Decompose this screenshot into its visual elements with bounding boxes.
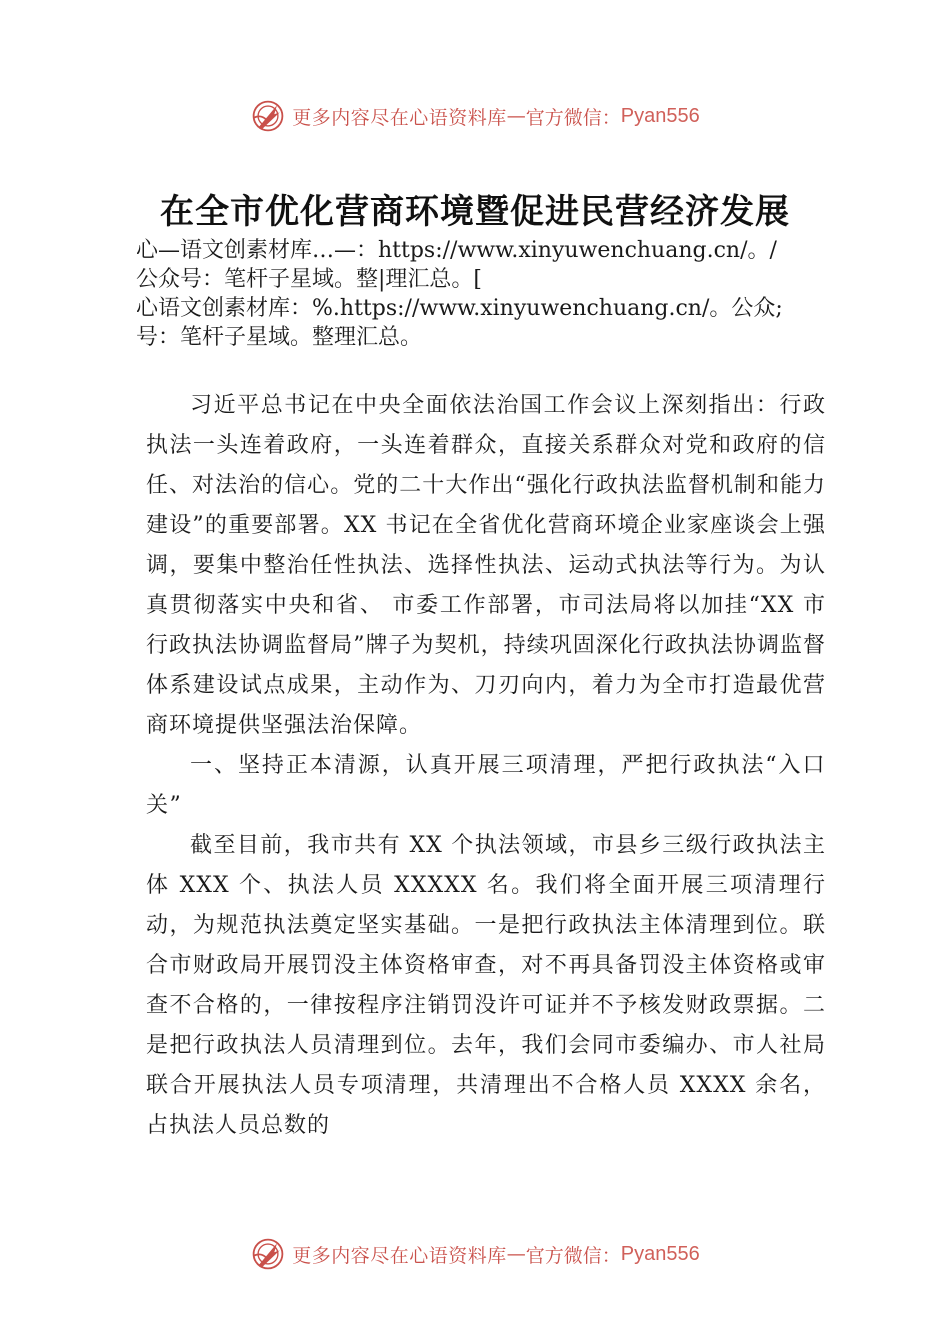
- banner-text: 更多内容尽在心语资料库: [292, 1244, 507, 1267]
- source-line: 心语文创素材库：%.https://www.xinyuwenchuang.cn/。公众;: [136, 296, 783, 321]
- section-heading: 一、坚持正本清源，认真开展三项清理，严把行政执法“入口关”: [146, 753, 826, 818]
- banner-text: 更多内容尽在心语资料库: [292, 106, 507, 129]
- quill-logo-icon: [250, 98, 286, 134]
- banner-wechat-id: Pyan556: [620, 104, 700, 127]
- footer-banner: [0, 1232, 950, 1276]
- banner-wechat-label: 官方微信：: [525, 1244, 621, 1267]
- header-banner: [0, 94, 950, 138]
- source-line: 公众号：笔杆子星域。整|理汇总。[: [136, 267, 482, 292]
- banner-separator: —: [506, 105, 526, 127]
- quill-logo-icon: [250, 1236, 286, 1272]
- source-line: 心—语文创素材库…—：https://www.xinyuwenchuang.cn/。/: [136, 238, 777, 263]
- banner-separator: —: [506, 1243, 526, 1265]
- banner-wechat-id: Pyan556: [620, 1242, 700, 1265]
- body-paragraph: 截至目前，我市共有 XX 个执法领域，市县乡三级行政执法主体 XXX 个、执法人员 XXXXX 名。我们将全面开展三项清理行动，为规范执法奠定坚实基础。一是把行政执法主体清理到位。联合市财政局开展罚没主体资格审查，对不再具备罚没主体资格或审查不合格的，一律按程序注销罚没许可证并不予核发财政票据。二是把行政执法人员清理到位。去年，我们会同市委编办、市人社局联合开展执法人员专项清理，共清理出不合格人员 XXXX 余名，占执法人员总数的: [146, 833, 826, 1138]
- source-line: 号：笔杆子星域。整理汇总。: [136, 325, 423, 350]
- document-body: [146, 386, 826, 1146]
- document-title: 在全市优化营商环境暨促进民营经济发展: [160, 192, 790, 232]
- banner-wechat-label: 官方微信：: [525, 106, 621, 129]
- body-paragraph: 习近平总书记在中央全面依法治国工作会议上深刻指出：行政执法一头连着政府，一头连着群众，直接关系群众对党和政府的信任、对法治的信心。党的二十大作出“强化行政执法监督机制和能力建设”的重要部署。XX 书记在全省优化营商环境企业家座谈会上强调，要集中整治任性执法、选择性执法、运动式执法等行为。为认真贯彻落实中央和省、 市委工作部署，市司法局将以加挂“XX 市行政执法协调监督局”牌子为契机，持续巩固深化行政执法协调监督体系建设试点成果，主动作为、刀刃向内，着力为全市打造最优营商环境提供坚强法治保障。: [146, 393, 826, 738]
